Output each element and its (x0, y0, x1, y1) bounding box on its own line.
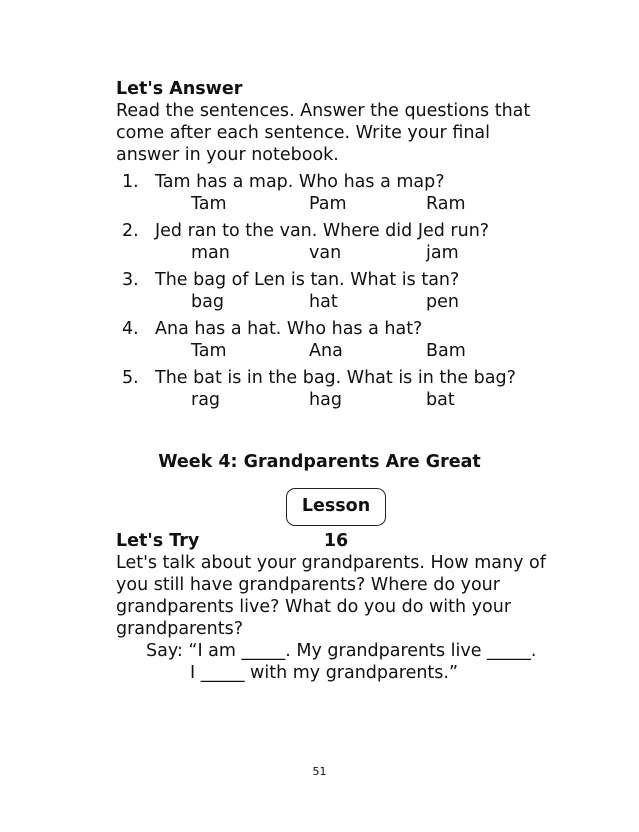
lets-try-text: Let's talk about your grandparents. How many of you still have grandparents? Where do your grandparents live? What do you do with your grandparents? (116, 553, 546, 639)
answer-choice: Tam (191, 194, 227, 214)
answer-choice: man (191, 243, 230, 263)
question-number: 2. (122, 221, 139, 241)
answer-choice: bat (426, 390, 455, 410)
lets-try-heading: Let's Try (116, 531, 200, 551)
say-prompt-line-1: Say: “I am _____. My grandparents live _____. (146, 641, 537, 661)
lets-answer-instructions: Read the sentences. Answer the questions that come after each sentence. Write your final answer in your notebook. (116, 101, 531, 165)
question-item (116, 368, 556, 417)
question-number: 5. (122, 368, 139, 388)
lets-answer-section (116, 78, 556, 417)
answer-choice: Ram (426, 194, 466, 214)
answer-choice: van (309, 243, 342, 263)
question-number: 1. (122, 172, 139, 192)
question-item (116, 172, 556, 221)
answer-choice: Pam (309, 194, 347, 214)
week-title: Week 4: Grandparents Are Great (158, 452, 481, 472)
question-item (116, 221, 556, 270)
answer-choice: rag (191, 390, 221, 410)
question-number: 4. (122, 319, 139, 339)
question-item (116, 319, 556, 368)
lets-answer-heading: Let's Answer (116, 79, 243, 99)
answer-choice: hat (309, 292, 338, 312)
answer-choice: jam (426, 243, 459, 263)
answer-choice: bag (191, 292, 224, 312)
lesson-label: Lesson 16 (286, 488, 386, 526)
question-text: Ana has a hat. Who has a hat? (155, 319, 423, 339)
answer-choice: Bam (426, 341, 466, 361)
question-text: Jed ran to the van. Where did Jed run? (155, 221, 490, 241)
question-number: 3. (122, 270, 139, 290)
answer-choice: hag (309, 390, 342, 410)
page-number: 51 (312, 765, 327, 778)
answer-choice: Tam (191, 341, 227, 361)
question-text: The bat is in the bag. What is in the bag? (155, 368, 516, 388)
answer-choice: Ana (309, 341, 343, 361)
answer-choice: pen (426, 292, 459, 312)
lets-try-section (116, 530, 566, 684)
question-item (116, 270, 556, 319)
question-text: Tam has a map. Who has a map? (155, 172, 445, 192)
say-prompt-line-2: I _____ with my grandparents.” (190, 663, 459, 683)
question-list (116, 172, 556, 417)
question-text: The bag of Len is tan. What is tan? (155, 270, 460, 290)
